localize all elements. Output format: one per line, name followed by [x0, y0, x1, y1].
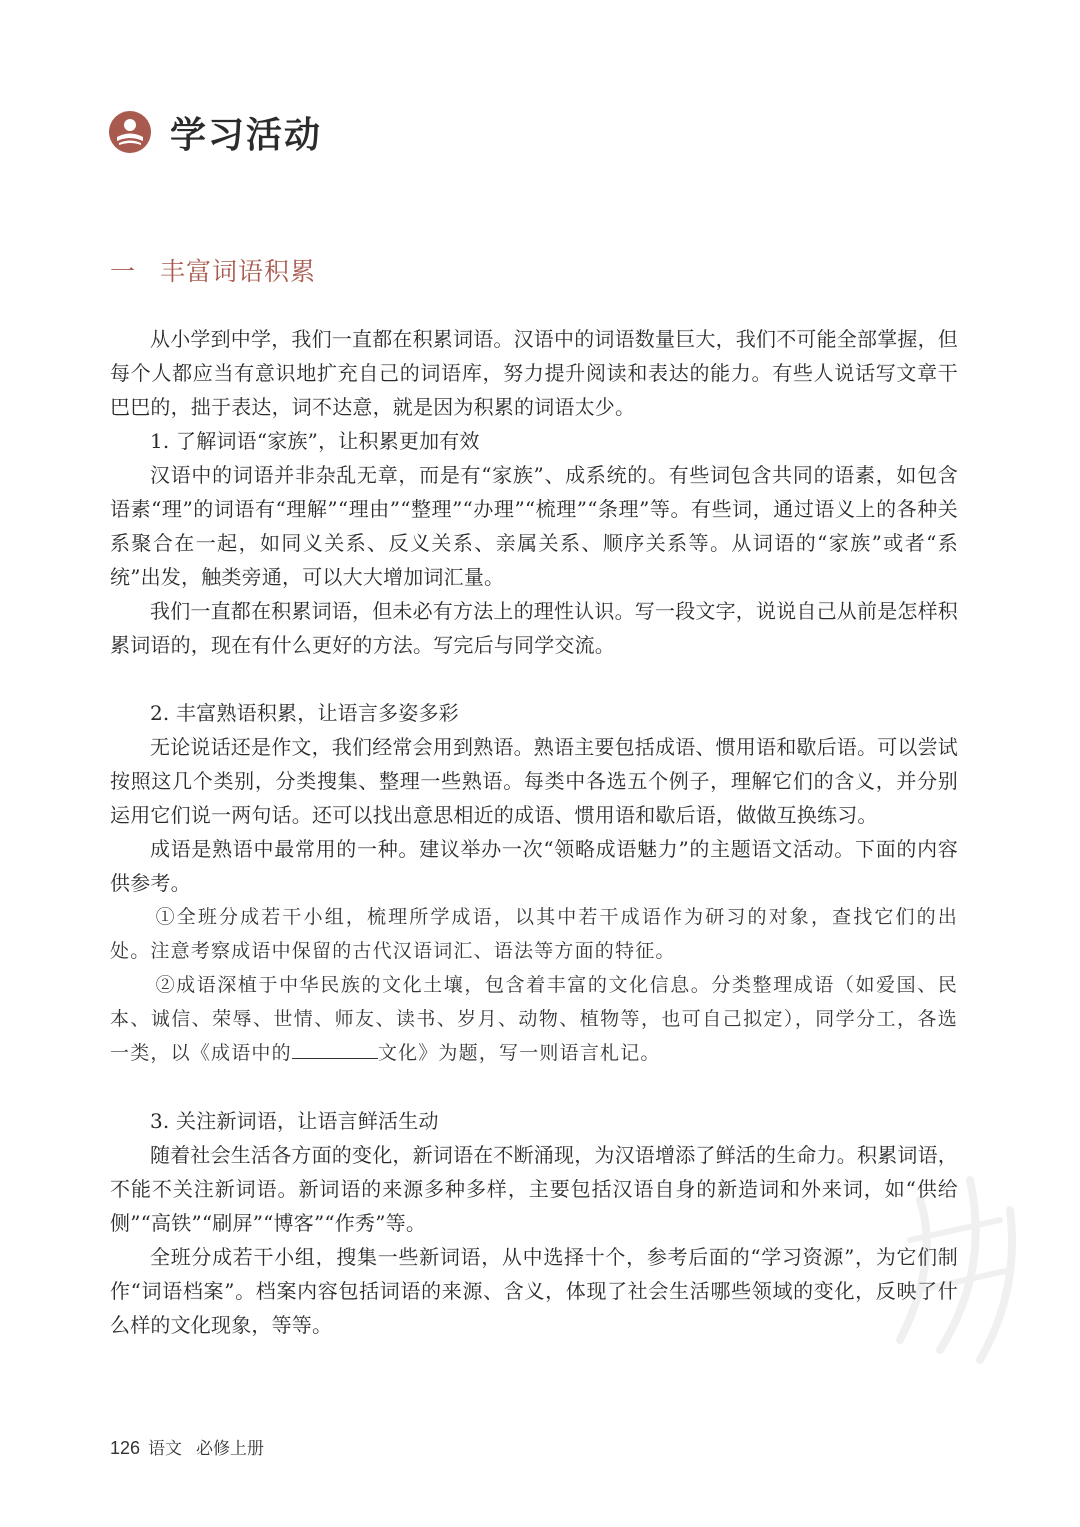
- part2-paragraph-1: 无论说话还是作文，我们经常会用到熟语。熟语主要包括成语、惯用语和歇后语。可以尝试按照这几个类别，分类搜集、整理一些熟语。每类中各选五个例子，理解它们的含义，并分别运用它们说一两句话。还可以找出意思相近的成语、惯用语和歇后语，做做互换练习。: [110, 735, 958, 827]
- page-footer: [110, 1434, 264, 1459]
- part2-paragraph-2: 成语是熟语中最常用的一种。建议举办一次“领略成语魅力”的主题语文活动。下面的内容供参考。: [110, 837, 958, 895]
- section-number: 一: [110, 257, 137, 286]
- section-title-text: 丰富词语积累: [160, 257, 317, 286]
- page-header: [108, 104, 322, 160]
- main-content: [110, 322, 958, 1342]
- part3-paragraph-1: 随着社会生活各方面的变化，新词语在不断涌现，为汉语增添了鲜活的生命力。积累词语，不能不关注新词语。新词语的来源多种多样，主要包括汉语自身的新造词和外来词，如“供给侧”“高铁”“刷屏”“博客”“作秀”等。: [110, 1143, 958, 1235]
- intro-paragraph: 从小学到中学，我们一直都在积累词语。汉语中的词语数量巨大，我们不可能全部掌握，但每个人都应当有意识地扩充自己的词语库，努力提升阅读和表达的能力。有些人说话写文章干巴巴的，拙于表达，词不达意，就是因为积累的词语太少。: [110, 327, 958, 419]
- part1-paragraph-1: 汉语中的词语并非杂乱无章，而是有“家族”、成系统的。有些词包含共同的语素，如包含语素“理”的词语有“理解”“理由”“整理”“办理”“梳理”“条理”等。有些词，通过语义上的各种关系聚合在一起，如同义关系、反义关系、亲属关系、顺序关系等。从词语的“家族”或者“系统”出发，触类旁通，可以大大增加词汇量。: [110, 463, 958, 589]
- fill-in-blank: [292, 1040, 378, 1059]
- part2-item-1: ①全班分成若干小组，梳理所学成语，以其中若干成语作为研习的对象，查找它们的出处。注意考察成语中保留的古代汉语词汇、语法等方面的特征。: [110, 906, 958, 962]
- part2-heading: 2. 丰富熟语积累，让语言多姿多彩: [150, 701, 459, 725]
- footer-volume: 必修上册: [196, 1439, 265, 1459]
- part2-item-2-after: 文化》为题，写一则语言札记。: [377, 1042, 661, 1064]
- footer-subject: 语文: [148, 1439, 183, 1459]
- page-number: 126: [110, 1438, 141, 1458]
- header-title: 学习活动: [170, 114, 323, 156]
- reading-person-icon: [108, 110, 152, 154]
- part2-item-2: [110, 968, 958, 1070]
- part3-paragraph-2: 全班分成若干小组，搜集一些新词语，从中选择十个，参考后面的“学习资源”，为它们制作“词语档案”。档案内容包括词语的来源、含义，体现了社会生活哪些领域的变化，反映了什么样的文化现象，等等。: [110, 1245, 958, 1337]
- part1-paragraph-2: 我们一直都在积累词语，但未必有方法上的理性认识。写一段文字，说说自己从前是怎样积累词语的，现在有什么更好的方法。写完后与同学交流。: [110, 599, 958, 657]
- part1-heading: 1. 了解词语“家族”，让积累更加有效: [150, 429, 480, 453]
- watermark-seal-icon: [880, 1140, 1030, 1380]
- part3-heading: 3. 关注新词语，让语言鲜活生动: [150, 1109, 439, 1133]
- part2-item-2-before: ②成语深植于中华民族的文化土壤，包含着丰富的文化信息。分类整理成语（如爱国、民本、诚信、荣辱、世情、师友、读书、岁月、动物、植物等，也可自己拟定），同学分工，各选一类，以《成语中的: [110, 974, 958, 1064]
- section-title: [110, 252, 316, 288]
